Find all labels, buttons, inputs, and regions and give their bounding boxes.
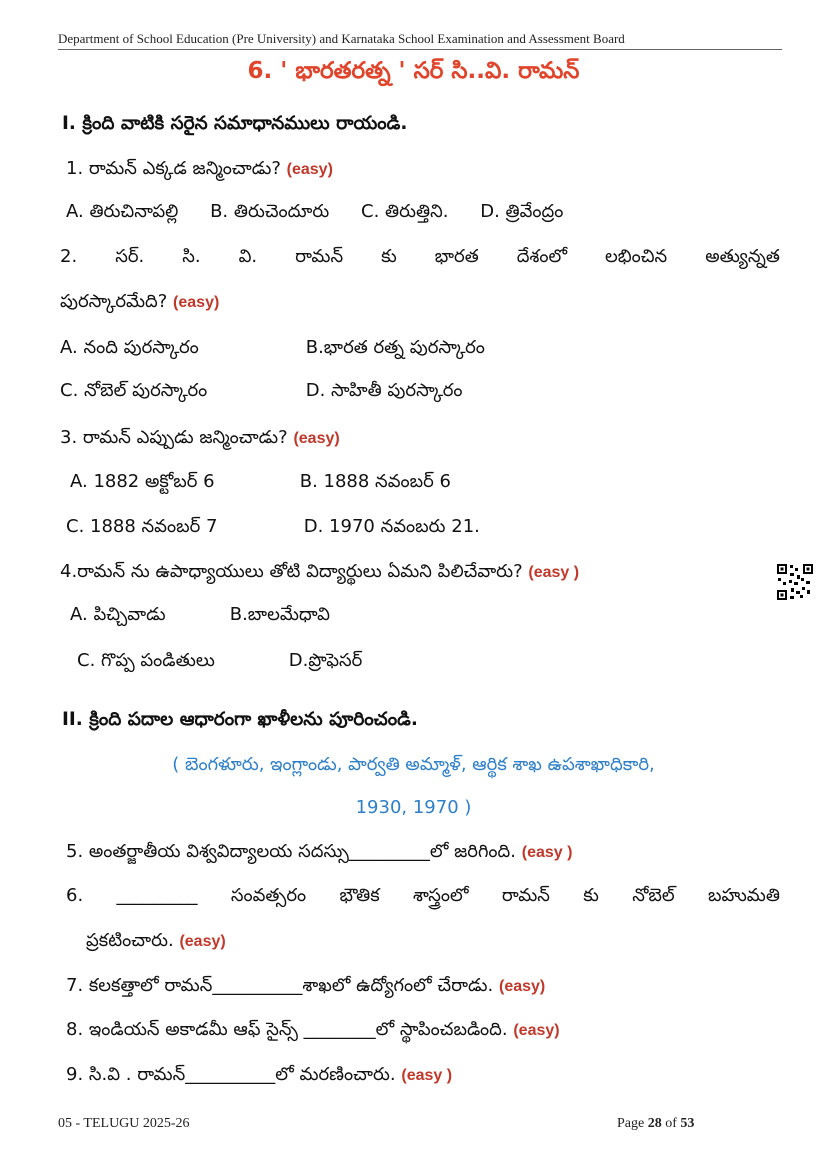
option-c: C. 1888 నవంబర్ 7	[66, 516, 218, 537]
question-3-options-row-1	[70, 471, 451, 496]
question-text: 4.రామన్ ను ఉపాధ్యాయులు తోటి విద్యార్థులు ఏమని పిలిచేవారు?	[60, 561, 523, 582]
option-d: D. 1970 నవంబరు 21.	[303, 516, 480, 537]
question-word: శాస్త్రంలో	[412, 885, 469, 906]
section-1-heading: I. క్రింది వాటికి సరైన సమాధానములు రాయండి.	[62, 113, 408, 134]
page-current: 28	[647, 1116, 662, 1131]
option-c: C. నోబెల్ పురస్కారం	[60, 380, 208, 401]
difficulty-tag: (easy)	[179, 933, 226, 950]
difficulty-tag: (easy)	[513, 1022, 560, 1039]
word-bank-line-1: ( బెంగళూరు, ఇంగ్లాండు, పార్వతి అమ్మాళ్, ఆర్థిక శాఖ ఉపశాఖాధికారి,	[172, 754, 655, 775]
question-text: 1. రామన్ ఎక్కడ జన్మించాడు?	[66, 158, 281, 179]
question-word: _________	[116, 885, 198, 906]
question-6-line-2	[86, 930, 226, 955]
question-3	[60, 427, 340, 452]
option-b: B.బాలమేధావి	[229, 604, 330, 625]
question-2-options-row-1	[60, 337, 485, 362]
option-a: A. నంది పురస్కారం	[60, 337, 199, 358]
difficulty-tag: (easy )	[521, 844, 573, 861]
question-word: అత్యున్నత	[705, 246, 780, 267]
question-4	[60, 561, 579, 586]
question-word: సంవత్సరం	[230, 885, 307, 906]
section-2-heading: II. క్రింది పదాల ఆధారంగా ఖాళీలను పూరించండి.	[62, 709, 418, 730]
page-label: Page	[617, 1116, 645, 1131]
question-word: నోబెల్	[632, 885, 675, 906]
question-word: దేశంలో	[516, 246, 567, 267]
question-text: 7. కలకత్తాలో రామన్__________శాఖలో ఉద్యోగంలో చేరాడు.	[66, 975, 494, 996]
question-word: రామన్	[295, 246, 344, 267]
question-4-options-row-1	[70, 604, 330, 629]
difficulty-tag: (easy)	[173, 294, 220, 311]
question-4-options-row-2	[77, 650, 362, 675]
option-c: C. తిరుత్తిని.	[361, 201, 449, 222]
question-8	[66, 1019, 560, 1044]
question-5	[66, 841, 572, 866]
difficulty-tag: (easy)	[498, 978, 546, 995]
option-d: D. సాహితీ పురస్కారం	[305, 380, 463, 401]
question-3-options-row-2	[66, 516, 480, 541]
difficulty-tag: (easy)	[286, 161, 333, 178]
question-word: రామన్	[501, 885, 550, 906]
difficulty-tag: (easy )	[528, 564, 580, 581]
question-text: 8. ఇండియన్ అకాడమీ ఆఫ్ సైన్స్ ________లో స్థాపించబడింది.	[66, 1019, 508, 1040]
lesson-title: 6. ' భారతరత్న ' సర్ సి..వి. రామన్	[247, 58, 580, 84]
question-text: 9. సి.వి . రామన్__________లో మరణించారు.	[66, 1064, 396, 1085]
option-b: B.భారత రత్న పురస్కారం	[305, 337, 485, 358]
option-a: A. తిరుచినాపల్లి	[66, 201, 179, 222]
question-6-line-1	[66, 885, 780, 910]
question-word: కు	[583, 885, 599, 906]
difficulty-tag: (easy)	[293, 430, 340, 447]
question-word: కు	[381, 246, 397, 267]
question-1-options	[66, 201, 589, 226]
question-text: పురస్కారమేది?	[60, 291, 168, 312]
page-total: 53	[680, 1116, 695, 1131]
question-word: వి.	[238, 246, 258, 267]
question-1	[66, 158, 333, 183]
question-2-options-row-2	[60, 380, 463, 405]
option-a: A. పిచ్చివాడు	[70, 604, 166, 625]
option-b: B. 1888 నవంబర్ 6	[299, 471, 451, 492]
page-number	[617, 1116, 694, 1132]
question-2-line-1	[60, 246, 780, 271]
option-b: B. తిరుచెందూరు	[210, 201, 330, 222]
of-label: of	[665, 1116, 677, 1131]
question-word: 6.	[66, 885, 84, 906]
option-a: A. 1882 అక్టోబర్ 6	[70, 471, 215, 492]
question-9	[66, 1064, 452, 1089]
question-text: 5. అంతర్జాతీయ విశ్వవిద్యాలయ సదస్సు_________లో జరిగింది.	[66, 841, 516, 862]
question-text: ప్రకటించారు.	[86, 930, 174, 951]
word-bank-line-2: 1930, 1970 )	[355, 797, 472, 818]
option-c: C. గొప్ప పండితులు	[77, 650, 215, 671]
question-text: 3. రామన్ ఎప్పుడు జన్మించాడు?	[60, 427, 288, 448]
question-7	[66, 975, 545, 1000]
question-word: సి.	[182, 246, 201, 267]
question-2-line-2	[60, 291, 219, 316]
difficulty-tag: (easy )	[401, 1067, 453, 1084]
page-header: Department of School Education (Pre University) and Karnataka School Examination and Assessment Board	[58, 31, 782, 50]
question-word: సర్.	[115, 246, 145, 267]
question-word: భారత	[434, 246, 479, 267]
footer-subject: 05 - TELUGU 2025-26	[58, 1116, 190, 1131]
option-d: D.ప్రొఫెసర్	[288, 650, 363, 671]
qr-code-icon	[776, 563, 814, 601]
question-word: 2.	[60, 246, 78, 267]
question-word: బహుమతి	[708, 885, 780, 906]
question-word: లభించిన	[605, 246, 668, 267]
question-word: భౌతిక	[339, 885, 380, 906]
option-d: D. త్రివేంద్రం	[480, 201, 564, 222]
